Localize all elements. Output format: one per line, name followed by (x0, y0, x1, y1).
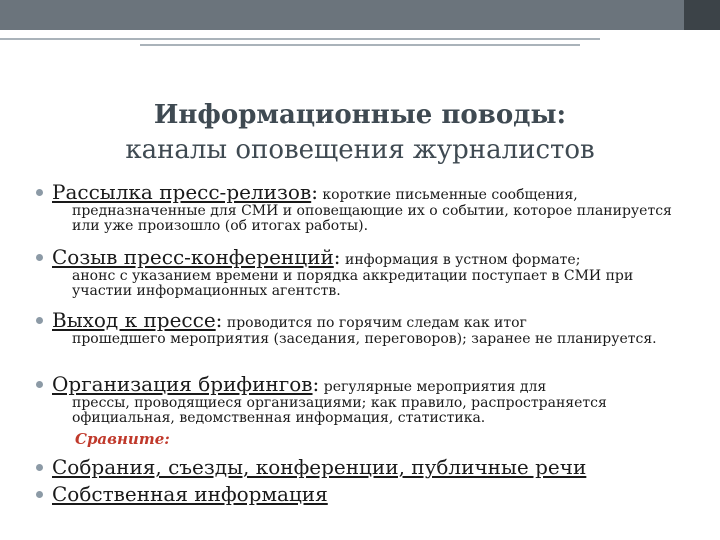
item-colon: : (333, 245, 341, 269)
bullet-icon (36, 464, 43, 471)
decor-rule-2 (140, 44, 580, 46)
item-desc: короткие письменные сообщения, (317, 187, 578, 203)
item-continuation: прошедшего мероприятия (заседания, переговоров); заранее не планируется. (72, 331, 657, 347)
item-lead: Рассылка пресс-релизов (52, 180, 312, 204)
item-lead: Выход к прессе (52, 308, 216, 332)
bullet-icon (36, 317, 43, 324)
item-lead: Собрания, съезды, конференции, публичные речи (52, 455, 587, 479)
item-continuation: анонс с указанием времени и порядка аккредитации поступает в СМИ при участии информационных агентств. (72, 268, 634, 299)
list-item-meetings (52, 455, 684, 479)
item-lead: Организация брифингов (52, 372, 313, 396)
top-decor-corner (684, 0, 720, 30)
bullet-icon (36, 189, 43, 196)
item-lead: Созыв пресс-конференций (52, 245, 334, 269)
item-colon: : (312, 372, 320, 396)
item-continuation: прессы, проводящиеся организациями; как правило, распространяется официальная, ведомственная информация, статистика. (72, 395, 607, 426)
slide-subtitle: каналы оповещения журналистов (125, 135, 595, 165)
item-colon: : (215, 308, 223, 332)
list-item-press-exit (52, 308, 684, 347)
item-desc: информация в устном формате; (340, 252, 581, 268)
top-decor-band (0, 0, 720, 30)
list-item-press-releases (52, 180, 684, 234)
item-continuation: предназначенные для СМИ и оповещающие их о событии, которое планируется или уже произошло (об итогах работы). (72, 203, 672, 234)
bullet-icon (36, 491, 43, 498)
item-lead: Собственная информация (52, 482, 328, 506)
item-desc: регулярные мероприятия для (319, 379, 547, 395)
item-desc: проводится по горячим следам как итог (222, 315, 527, 331)
compare-label: Сравните: (75, 430, 170, 448)
list-item-press-conferences (52, 245, 684, 299)
list-item-briefings (52, 372, 684, 426)
decor-rule-1 (0, 38, 600, 40)
item-colon: : (311, 180, 318, 204)
bullet-icon (36, 254, 43, 261)
bullet-icon (36, 381, 43, 388)
list-item-own-information (52, 482, 684, 506)
slide-title: Информационные поводы: (153, 100, 567, 130)
